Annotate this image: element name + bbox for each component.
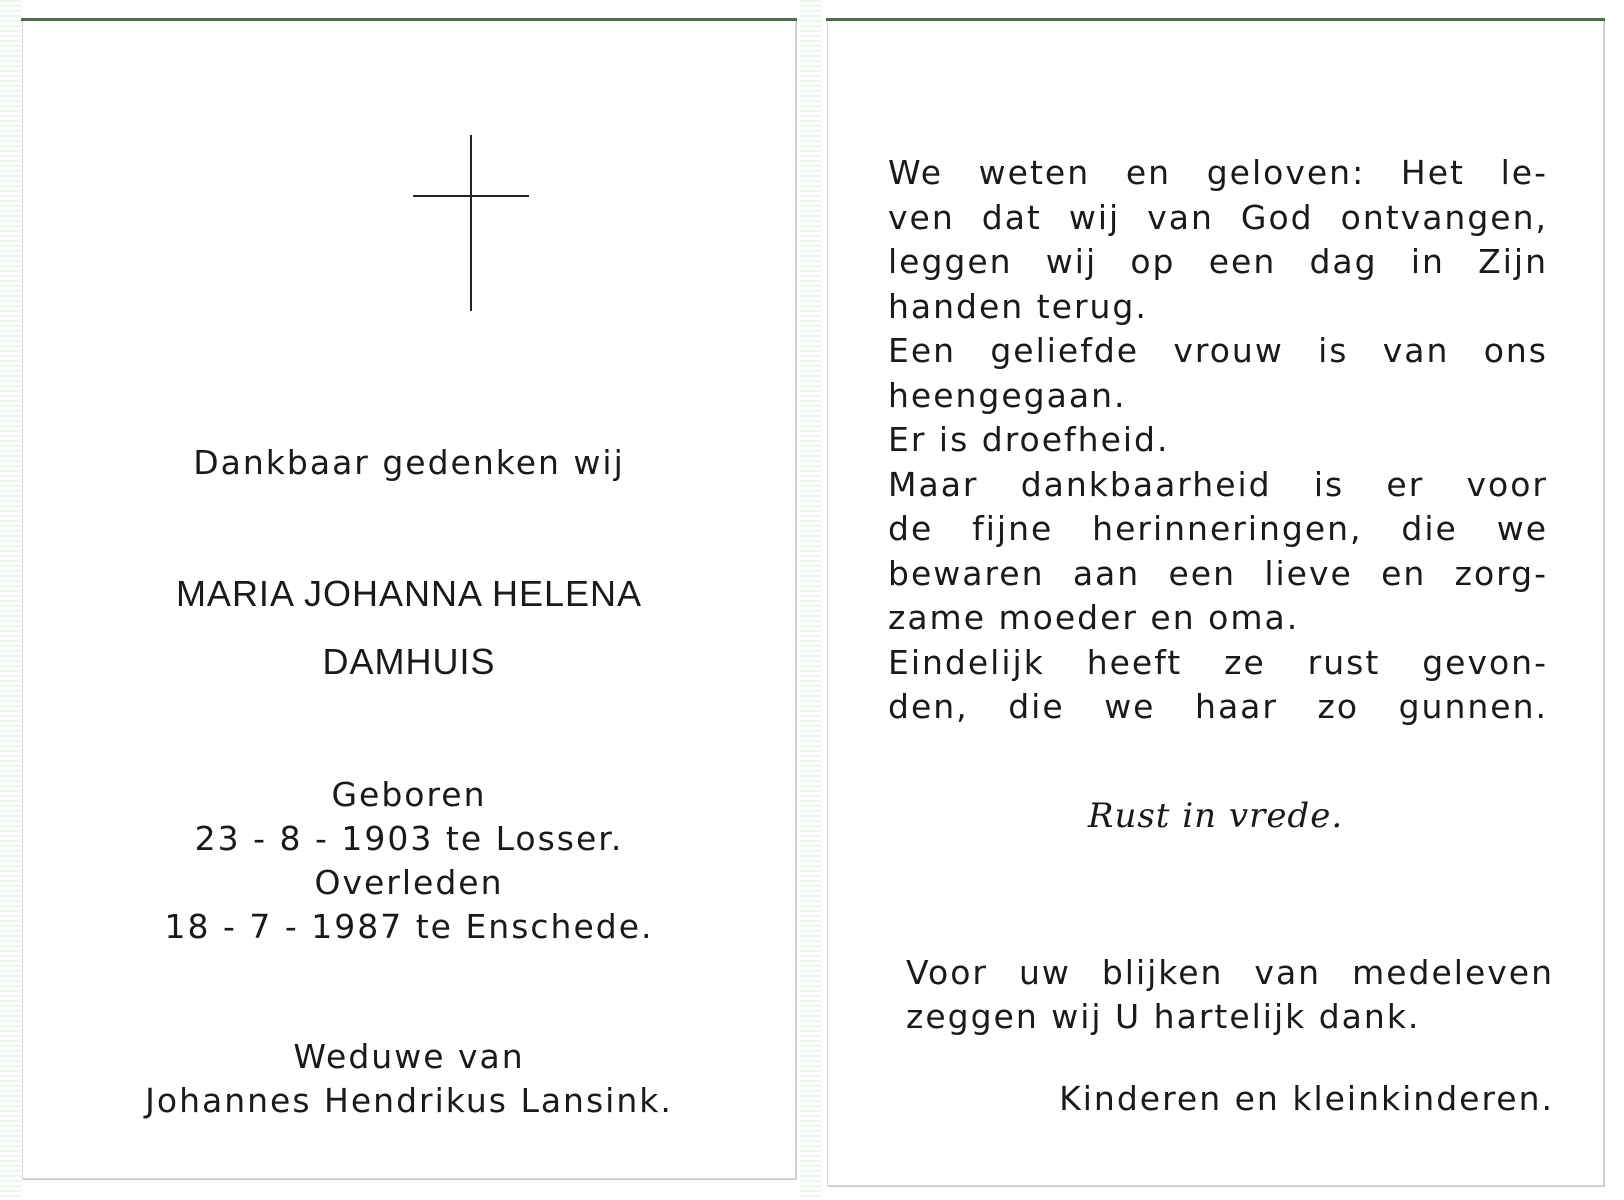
widow-label: Weduwe van bbox=[293, 1037, 525, 1076]
verse-line: We weten en geloven: Het le- bbox=[888, 153, 1548, 192]
verse-line: Er is droefheid. bbox=[888, 420, 1170, 459]
verse-line: Maar dankbaarheid is er voor bbox=[888, 464, 1548, 504]
thanks-line: zeggen wij U hartelijk dank. bbox=[906, 997, 1421, 1036]
verse-line: de fijne herinneringen, die we bbox=[888, 509, 1548, 548]
verse-line: bewaren aan een lieve en zorg- bbox=[888, 553, 1548, 593]
verse-text bbox=[888, 151, 1548, 730]
scan-edge-middle bbox=[800, 0, 822, 1200]
verse-line: zame moeder en oma. bbox=[888, 598, 1300, 637]
verse-line: heengegaan. bbox=[888, 375, 1127, 415]
memorial-card-back bbox=[827, 20, 1604, 1186]
deceased-surname: DAMHUIS bbox=[322, 641, 496, 682]
verse-line: leggen wij op een dag in Zijn bbox=[888, 242, 1548, 281]
born-date: 23 - 8 - 1903 te Losser. bbox=[194, 819, 624, 858]
deceased-given-names: MARIA JOHANNA HELENA bbox=[175, 573, 643, 614]
signature: Kinderen en kleinkinderen. bbox=[1059, 1079, 1554, 1118]
verse-line: Eindelijk heeft ze rust gevon- bbox=[888, 642, 1548, 682]
verse-line: handen terug. bbox=[888, 286, 1148, 326]
husband-name: Johannes Hendrikus Lansink. bbox=[145, 1081, 673, 1120]
memorial-card-front bbox=[22, 20, 796, 1179]
born-label: Geboren bbox=[331, 775, 487, 814]
verse-line: den, die we haar zo gunnen. bbox=[888, 687, 1548, 726]
thanks-text bbox=[906, 951, 1554, 1039]
died-label: Overleden bbox=[314, 863, 504, 902]
verse-line: Een geliefde vrouw is van ons bbox=[888, 331, 1548, 370]
scan-edge-left bbox=[0, 0, 22, 1200]
died-date: 18 - 7 - 1987 te Enschede. bbox=[164, 907, 654, 946]
intro-text: Dankbaar gedenken wij bbox=[193, 443, 625, 482]
rest-in-peace: Rust in vrede. bbox=[1087, 796, 1344, 836]
cross-icon bbox=[413, 135, 529, 311]
thanks-line: Voor uw blijken van medeleven bbox=[906, 953, 1554, 992]
verse-line: ven dat wij van God ontvangen, bbox=[888, 197, 1548, 237]
